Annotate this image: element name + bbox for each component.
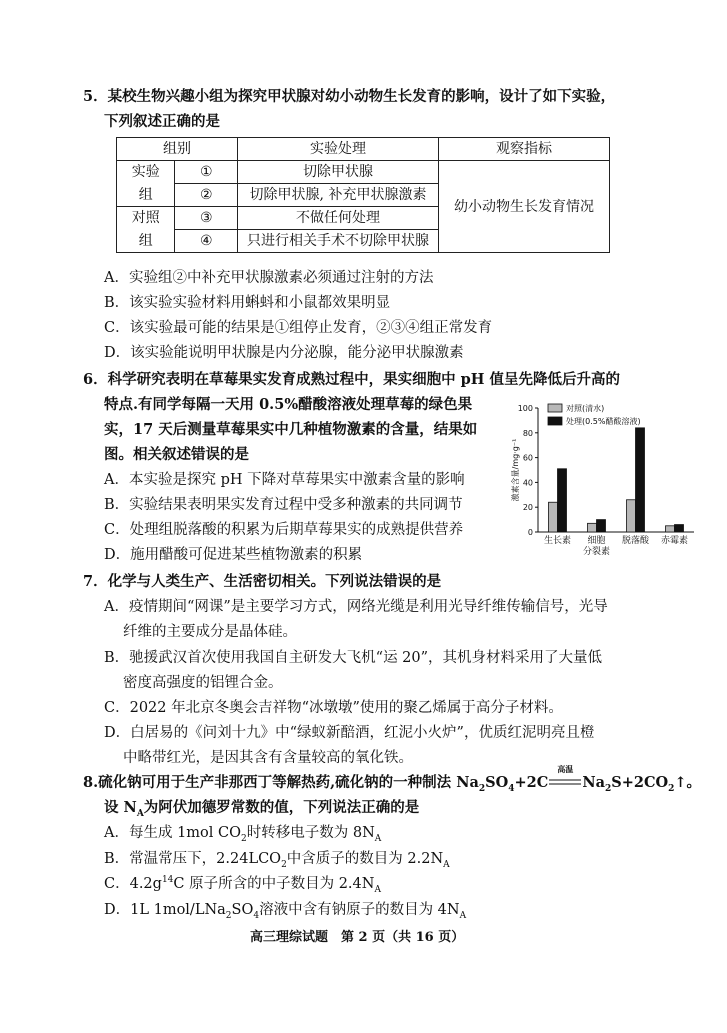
- table-header-group: 组别: [117, 138, 238, 161]
- q8-text: D．1L 1mol/LNa: [104, 902, 226, 918]
- q5-option-b: B．该实验实验材料用蝌蚪和小鼠都效果明显: [104, 295, 391, 311]
- q8-text: 设 N: [104, 799, 137, 816]
- q8-text: A．每生成 1mol CO: [104, 825, 242, 841]
- q8-text: 溶液中含有钠原子的数目为 4N: [259, 902, 460, 918]
- x-tick-label: 赤霉素: [660, 536, 689, 546]
- superscript: 14: [161, 875, 174, 886]
- q8-option-c: [104, 874, 381, 894]
- table-num: ④: [175, 230, 238, 253]
- x-tick-label-line2: 分裂素: [582, 547, 611, 557]
- legend-swatch-0: [548, 404, 562, 412]
- legend-label-1: 处理(0.5%醋酸溶液): [566, 417, 641, 426]
- q8-stem-line1: [83, 764, 702, 794]
- q5-option-a: A．实验组②中补充甲状腺激素必须通过注射的方法: [104, 270, 434, 286]
- bar-1-3: [675, 525, 684, 532]
- table-treatment: 只进行相关手术不切除甲状腺: [238, 230, 439, 253]
- ctrl-group-label-1: 对照: [117, 207, 175, 230]
- x-tick-label: 脱落酸: [621, 536, 650, 546]
- reaction-condition: 高温: [557, 764, 574, 774]
- subscript: A: [443, 859, 450, 870]
- q8-option-d: [104, 900, 466, 920]
- table-num: ②: [175, 184, 238, 207]
- subscript: 2: [281, 859, 287, 870]
- y-tick-label: 0: [527, 528, 533, 537]
- y-tick-label: 100: [517, 404, 533, 413]
- q7-option-a-line1: A．疫情期间“网课”是主要学习方式，网络光缆是利用光导纤维传输信号，光导: [104, 599, 608, 615]
- q7-option-b-line2: 密度高强度的铝锂合金。: [123, 675, 283, 691]
- q8-text: SO: [485, 774, 509, 791]
- q8-option-b: [104, 849, 450, 869]
- q8-text: SO: [231, 902, 254, 918]
- x-tick-label: 细胞: [587, 536, 606, 546]
- q6-option-c: C．处理组脱落酸的积累为后期草莓果实的成熟提供营养: [104, 522, 464, 538]
- q7-option-c: C．2022 年北京冬奥会吉祥物“冰墩墩”使用的聚乙烯属于高分子材料。: [104, 700, 563, 716]
- q8-stem-line2: [104, 798, 419, 818]
- bar-0-1: [588, 523, 597, 532]
- x-tick-label: 生长素: [543, 536, 572, 546]
- q5-option-c: C．该实验最可能的结果是①组停止发育，②③④组正常发育: [104, 320, 493, 336]
- q8-text: 中含质子的数目为 2.2N: [286, 851, 444, 867]
- subscript: A: [374, 884, 381, 895]
- q6-stem-line4: 图。相关叙述错误的是: [104, 446, 249, 463]
- q7-option-a-line2: 纤维的主要成分是晶体硅。: [123, 624, 297, 640]
- legend-label-0: 对照(清水): [566, 404, 605, 413]
- bar-0-2: [627, 500, 636, 532]
- bar-0-3: [666, 526, 675, 532]
- q8-text: C．4.2g: [104, 876, 162, 892]
- bar-1-2: [636, 428, 645, 532]
- table-header-indicator: 观察指标: [439, 138, 610, 161]
- y-tick-label: 60: [522, 453, 533, 463]
- y-tick-label: 80: [522, 428, 533, 438]
- subscript: 2: [668, 783, 675, 794]
- q6-option-b: B．实验结果表明果实发育过程中受多种激素的共同调节: [104, 497, 463, 513]
- q7-option-d-line2: 中略带红光，是因其含有含量较高的氧化铁。: [123, 750, 413, 766]
- subscript: A: [459, 910, 467, 921]
- bar-1-1: [597, 520, 606, 532]
- q6-stem-line2: 特点.有同学每隔一天用 0.5%醋酸溶液处理草莓的绿色果: [104, 396, 473, 413]
- bar-0-0: [549, 502, 558, 532]
- ctrl-group-label-2: 组: [117, 230, 175, 253]
- q8-text: B．常温常压下，2.24LCO: [104, 851, 282, 867]
- subscript: A: [136, 808, 144, 819]
- q8-text: +2C: [514, 774, 549, 791]
- q6-stem-line3: 实，17 天后测量草莓果实中几种植物激素的含量，结果如: [104, 421, 478, 438]
- q8-text: ↑。: [674, 774, 702, 791]
- q7-option-d-line1: D．白居易的《问刘十九》中“绿蚁新醅酒，红泥小火炉”，优质红泥明亮且橙: [104, 725, 595, 741]
- bar-1-0: [558, 469, 567, 532]
- subscript: 4: [508, 783, 515, 794]
- q8-text: C 原子所含的中子数目为 2.4N: [173, 876, 375, 892]
- reaction-arrow: [548, 764, 582, 793]
- q7-stem: 7．化学与人类生产、生活密切相关。下列说法错误的是: [83, 573, 442, 590]
- subscript: 2: [478, 783, 486, 794]
- page-footer: 高三理综试题 第 2 页（共 16 页）: [250, 930, 465, 945]
- subscript: 2: [241, 833, 247, 844]
- subscript: A: [374, 833, 382, 844]
- table-treatment: 不做任何处理: [238, 207, 439, 230]
- q8-text: 8.硫化钠可用于生产非那西丁等解热药,硫化钠的一种制法 Na: [83, 774, 479, 791]
- exp-group-label-2: 组: [117, 184, 175, 207]
- y-tick-label: 40: [522, 478, 533, 488]
- subscript: 2: [225, 910, 232, 921]
- q6-stem-line1: 6．科学研究表明在草莓果实发育成熟过程中，果实细胞中 pH 值呈先降低后升高的: [83, 371, 621, 388]
- table-header-treatment: 实验处理: [238, 138, 439, 161]
- table-num: ③: [175, 207, 238, 230]
- hormone-bar-chart: [488, 398, 703, 573]
- subscript: 4: [253, 910, 260, 921]
- table-treatment: 切除甲状腺, 补充甲状腺激素: [238, 184, 439, 207]
- q8-option-a: [104, 823, 381, 843]
- q6-option-a: A．本实验是探究 pH 下降对草莓果实中激素含量的影响: [104, 472, 465, 488]
- legend-swatch-1: [548, 417, 562, 425]
- double-line-icon: [548, 777, 582, 787]
- subscript: 2: [604, 783, 612, 794]
- table-num: ①: [175, 161, 238, 184]
- q8-text: S+2CO: [611, 774, 669, 791]
- q5-option-d: D．该实验能说明甲状腺是内分泌腺，能分泌甲状腺激素: [104, 345, 464, 361]
- q6-option-d: D．施用醋酸可促进某些植物激素的积累: [104, 547, 363, 563]
- table-treatment: 切除甲状腺: [238, 161, 439, 184]
- q8-text: 为阿伏加德罗常数的值，下列说法正确的是: [143, 799, 420, 816]
- q8-text: 时转移电子数为 8N: [246, 825, 375, 841]
- q8-text: Na: [582, 774, 605, 791]
- y-tick-label: 20: [522, 503, 533, 513]
- y-axis-label: 激素含量/mg·g⁻¹: [511, 438, 520, 502]
- exp-group-label-1: 实验: [117, 161, 175, 184]
- q5-experiment-table: [116, 137, 610, 253]
- q5-stem-line2: 下列叙述正确的是: [104, 113, 220, 130]
- q5-stem-line1: 5．某校生物兴趣小组为探究甲状腺对幼小动物生长发育的影响，设计了如下实验，: [83, 88, 616, 105]
- table-indicator: 幼小动物生长发育情况: [439, 161, 610, 253]
- q7-option-b-line1: B．驰援武汉首次使用我国自主研发大飞机“运 20”，其机身材料采用了大量低: [104, 650, 603, 666]
